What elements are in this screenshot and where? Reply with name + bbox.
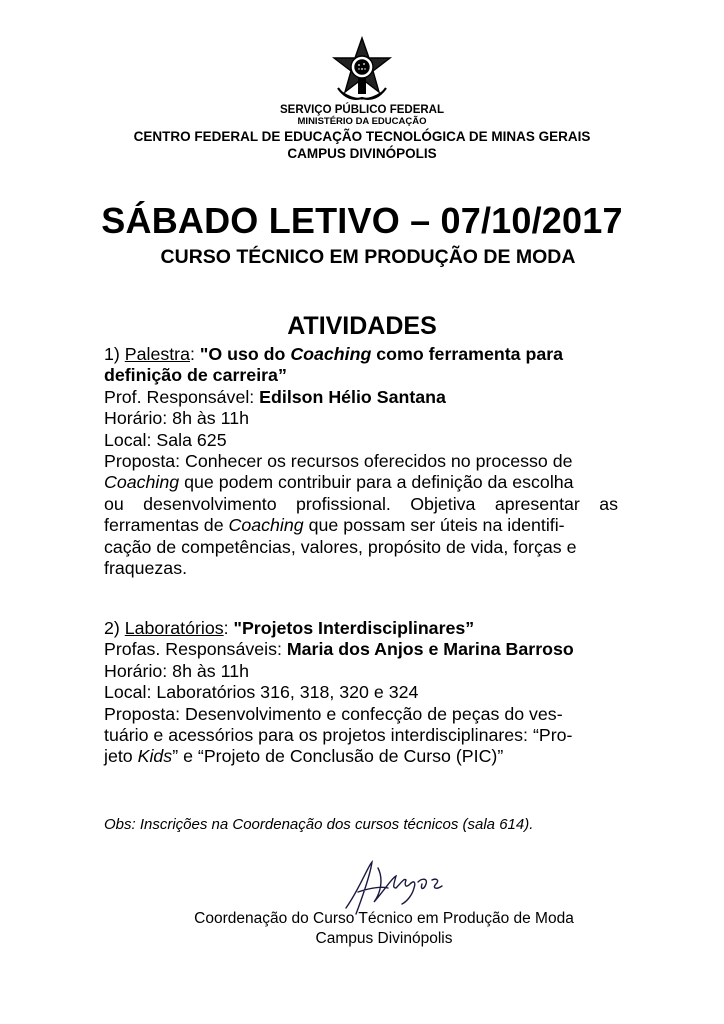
activity-1-proposal-1: Proposta: Conhecer os recursos oferecidos no processo de	[104, 451, 573, 472]
activity-1-proposal-3: ou desenvolvimento profissional. Objetiva apresentar as	[104, 493, 618, 514]
header-line-servico: SERVIÇO PÚBLICO FEDERAL	[280, 104, 444, 116]
activity-1-proposal-4a: ferramentas de	[104, 515, 229, 536]
activity-1-proposal-4b: que possam ser úteis na identifi-	[303, 515, 565, 536]
activity-2-time: Horário: 8h às 11h	[104, 660, 249, 681]
activity-1-proposal-5: cação de competências, valores, propósito de vida, forças e	[104, 536, 577, 557]
activity-2-title: "Projetos Interdisciplinares”	[233, 618, 475, 638]
footer-campus: Campus Divinópolis	[315, 930, 453, 947]
activity-1-title-close: como ferramenta para	[371, 344, 564, 364]
activity-2-place: Local: Laboratórios 316, 318, 320 e 324	[104, 682, 419, 703]
activity-2-number: 2)	[104, 618, 125, 638]
handwritten-signature	[340, 858, 460, 918]
activity-1-title-italic: Coaching	[290, 344, 372, 364]
activity-1-resp-name: Edilson Hélio Santana	[259, 386, 446, 407]
activity-2-proposal-3-italic: Kids	[137, 746, 173, 767]
activity-1-type: Palestra	[124, 344, 190, 364]
activity-2-proposal-3b: ” e “Projeto de Conclusão de Curso (PIC)”	[172, 746, 504, 767]
activity-1-proposal-6: fraquezas.	[104, 558, 188, 579]
activity-1-title-open: "O uso do	[199, 344, 291, 364]
activity-2-colon: :	[223, 618, 234, 638]
observation-note: Obs: Inscrições na Coordenação dos cursos técnicos (sala 614).	[104, 816, 534, 833]
activity-1-time: Horário: 8h às 11h	[104, 408, 249, 429]
activity-1	[104, 344, 618, 579]
header-line-campus: CAMPUS DIVINÓPOLIS	[287, 146, 437, 161]
course-subtitle: CURSO TÉCNICO EM PRODUÇÃO DE MODA	[160, 246, 576, 268]
activity-2-proposal-1: Proposta: Desenvolvimento e confecção de peças do ves-	[104, 703, 563, 724]
activity-2-resp-name: Maria dos Anjos e Marina Barroso	[286, 639, 574, 660]
activity-1-proposal-2-italic: Coaching	[104, 472, 180, 493]
activity-1-resp-label: Prof. Responsável:	[104, 386, 260, 407]
activity-1-title-line	[104, 344, 618, 365]
footer-coordination: Coordenação do Curso Técnico em Produção de Moda	[194, 910, 574, 927]
activity-1-title-line2: definição de carreira”	[104, 365, 287, 386]
activity-1-responsible	[104, 387, 618, 408]
brasao-republica-icon	[328, 36, 396, 104]
activity-1-colon: :	[190, 344, 200, 364]
activity-2-proposal-3	[104, 746, 618, 767]
activity-2-title-line	[104, 618, 618, 639]
activity-2-resp-label: Profas. Responsáveis:	[104, 639, 287, 660]
activities-heading: ATIVIDADES	[287, 312, 437, 340]
activity-2	[104, 618, 618, 768]
activity-2-proposal-3a: jeto	[104, 746, 138, 767]
activity-2-responsible	[104, 639, 618, 660]
header-line-cefet: CENTRO FEDERAL DE EDUCAÇÃO TECNOLÓGICA DE MINAS GERAIS	[133, 129, 591, 144]
activity-1-proposal-4	[104, 515, 618, 536]
activity-2-type: Laboratórios	[124, 618, 224, 638]
activity-1-proposal-2-text: que podem contribuir para a definição da escolha	[179, 472, 574, 493]
activity-1-proposal-4-italic: Coaching	[228, 515, 304, 536]
activity-1-number: 1)	[104, 344, 125, 364]
page-title: SÁBADO LETIVO – 07/10/2017	[101, 200, 623, 241]
activity-2-proposal-2: tuário e acessórios para os projetos interdisciplinares: “Pro-	[104, 725, 573, 746]
activity-1-proposal-2	[104, 472, 618, 493]
activity-1-place: Local: Sala 625	[104, 429, 227, 450]
header-line-ministerio: MINISTÉRIO DA EDUCAÇÃO	[297, 116, 427, 127]
